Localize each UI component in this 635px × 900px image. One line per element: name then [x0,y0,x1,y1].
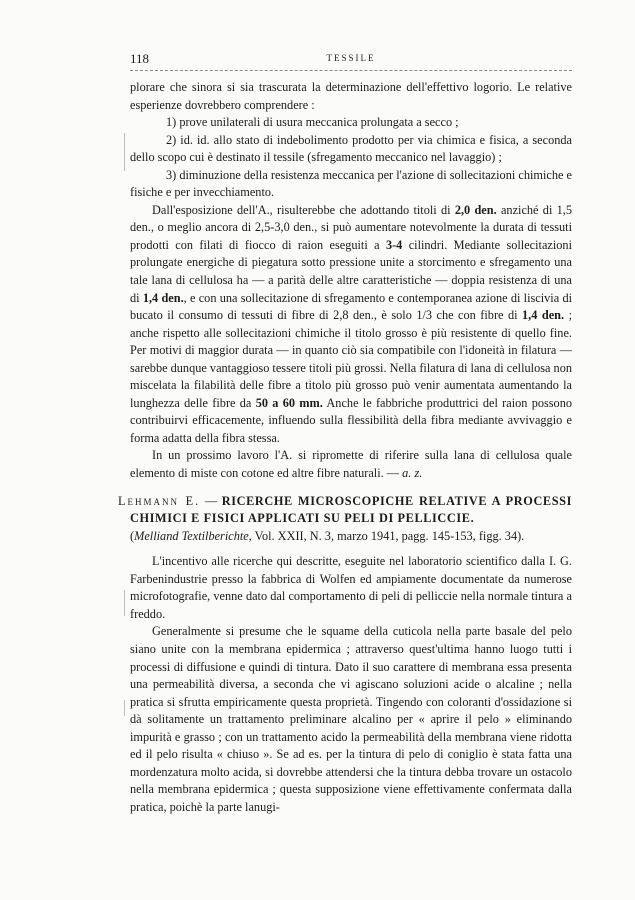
bold-value: 2,0 den. [454,202,497,217]
margin-mark [124,590,125,616]
bold-value: 1,4 den. [142,290,184,305]
abstract-heading: Lehmann E. — RICERCHE MICROSCOPICHE RELATIVE A PROCESSI CHIMICI E FISICI APPLICATI SU PELI DI PELLICCIE. (Melliand Textilberichte, Vol. XXII, N. 3, marzo 1941, pagg. 145-153, figg. 34). [118,493,572,546]
article-title: RICERCHE MICROSCOPICHE RELATIVE A PROCESSI CHIMICI E FISICI APPLICATI SU PELI DI PELLICCIE. [130,493,572,526]
citation: (Melliand Textilberichte, Vol. XXII, N. 3, marzo 1941, pagg. 145-153, figg. 34). [130,528,525,543]
journal-name: Melliand Textilberichte [134,528,249,543]
header-rule [130,70,572,71]
paragraph: Dall'esposizione dell'A., risulterebbe che adottando titoli di 2,0 den. anziché di 1,5 den., o meglio ancora di 2,5-3,0 den., si può aumentare notevolmente la durata di tessuti prodotti con filati di fiocco di raion eseguiti a 3-4 cilindri. Mediante sollecitazioni prolungate energiche di piegatura sotto pressione unite a storcimento e sfregamento una tale lana di cellulosa ha — a parità delle altre caratteristiche — doppia resistenza di una di 1,4 den., e con una sollecitazione di sfregamento e contemporanea azione di liscivia di bucato il consumo di tessuti di fibre di 2,8 den., è solo 1/3 che con fibre di 1,4 den. ; anche rispetto alle sollecitazioni chimiche il titolo grosso è più resistente di quello fine. Per motivi di maggior durata — in quanto ciò sia compatibile con l'idoneità in filatura — sarebbe dunque vantaggioso tessere titoli più grossi. Nella filatura di lana di cellulosa non miscelata la filabilità delle fibre a titolo più grosso può venir aumentata aumentando la lunghezza delle fibre da 50 a 60 mm. Anche le fabbriche produttrici del raion possono contribuirvi efficacemente, influendo sulla flessibilità della fibra mediante avvivaggio e forma adatta della fibra stessa. [130,202,573,445]
bold-value: 3-4 [385,237,403,252]
paragraph: plorare che sinora si sia trascurata la determinazione dell'effettivo logorio. Le relative esperienze dovrebbero comprendere : [130,80,572,112]
margin-mark [124,133,125,171]
list-item: 1) prove unilaterali di usura meccanica prolungata a secco ; [166,115,459,130]
bold-value: 50 a 60 mm. [255,395,323,410]
margin-mark [124,700,125,716]
paragraph: L'incentivo alle ricerche qui descritte, eseguite nel laboratorio scientifico dalla I. G. Farbenindustrie presso la fabbrica di Wolfen ed ampiamente documentate da numerose microfotografie, venne dato dal comportamento di peli di pelliccie nella normale tintura a freddo. [130,554,572,621]
running-title: TESSILE [326,53,376,63]
running-head [130,51,572,67]
paragraph: In un prossimo lavoro l'A. si ripromette di riferire sulla lana di cellulosa quale elemento di miste con cotone ed altre fibre naturali. — a. z. [130,448,572,481]
page-number: 118 [130,51,150,66]
list-item: 3) diminuzione della resistenza meccanica per l'azione di sollecitazioni chimiche e fisiche e per invecchiamento. [130,167,572,200]
list-item: 2) id. id. allo stato di indebolimento prodotto per via chimica e fisica, a seconda dello scopo cui è destinato il tessile (sfregamento meccanico nel lavaggio) ; [130,132,572,165]
text-column [118,79,573,816]
paragraph: Generalmente si presume che le squame della cuticola nella parte basale del pelo siano unite con la membrana epidermica ; attraverso quest'ultima hanno luogo tutti i processi di diffusione e quindi di tintura. Dato il suo carattere di membrana essa presenta una permeabilità diversa, a seconda che vi agiscano soluzioni acide o alcaline ; nella pratica si sfrutta empiricamente questa proprietà. Tingendo con coloranti d'ossidazione si dà solitamente un trattamento preliminare alcalino per « aprire il pelo » eliminando impurità e grasso ; con un trattamento acido la permeabilità della membrana viene ridotta ed il pelo risulta « chiuso ». Se ad es. per la tintura di pelo di coniglio è stata fatta una mordenzatura molto acida, si dovrebbe attendersi che la tintura debba trovare un ostacolo nella membrana epidermica ; questa supposizione viene effettivamente confermata dalla pratica, poichè la parte lanugi- [130,624,572,814]
signature: a. z. [402,466,423,481]
bold-value: 1,4 den. [522,308,565,323]
author-name: Lehmann E. [118,493,201,508]
